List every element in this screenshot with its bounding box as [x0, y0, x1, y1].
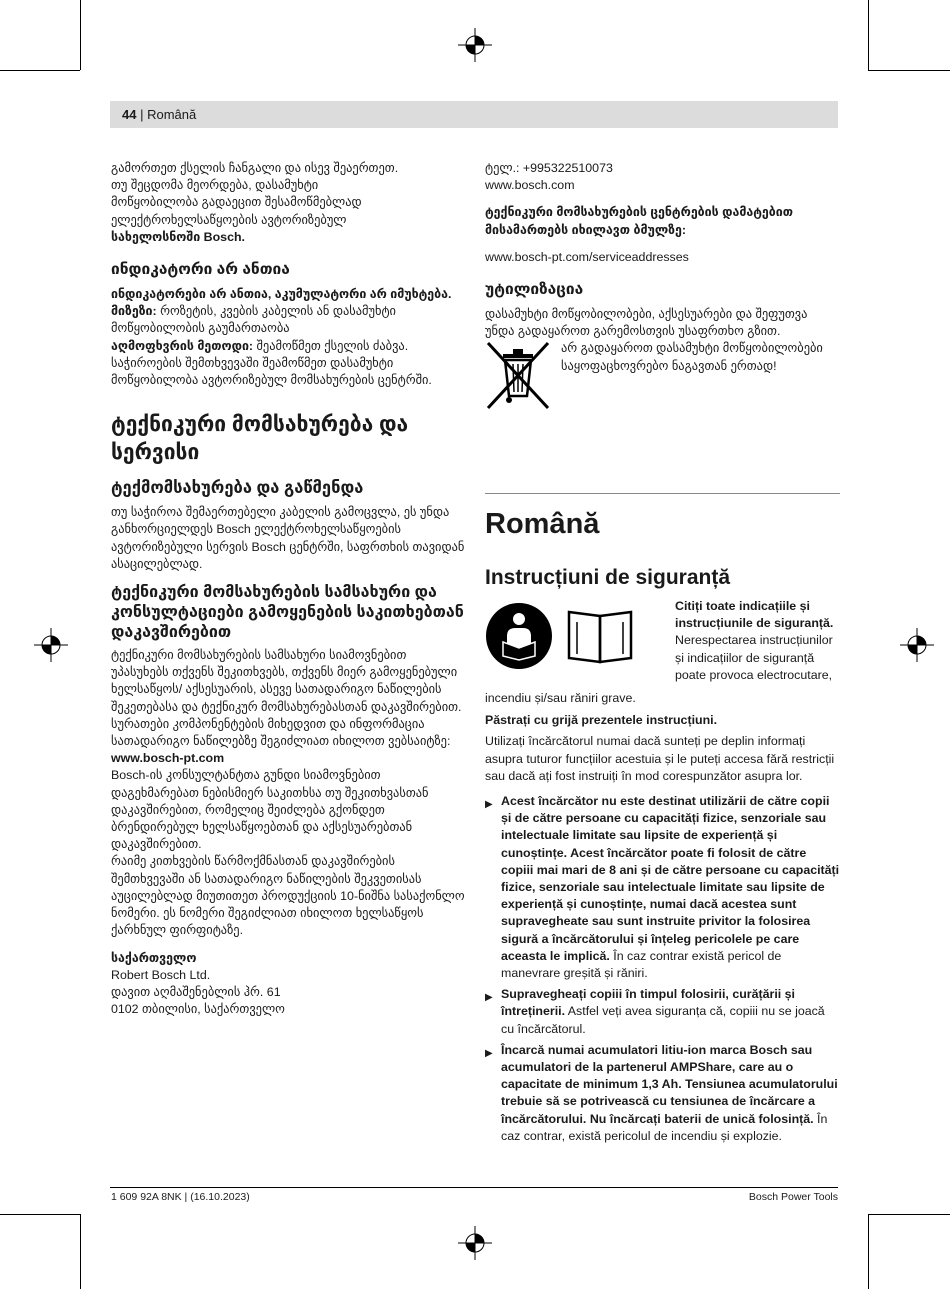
footer-rule — [110, 1187, 838, 1188]
read-manual-icon — [485, 602, 553, 670]
registration-mark-icon — [34, 628, 68, 662]
country-heading: საქართველო — [111, 950, 197, 965]
registration-mark-icon — [900, 628, 934, 662]
language-title: Română — [485, 508, 600, 540]
language-divider — [485, 493, 840, 494]
service-heading: ტექნიკური მომსახურება და სერვისი — [111, 413, 409, 465]
pictogram-warning: Nerespectarea instrucțiunilor și indicațiilor de siguranță poate provoca electrocutare, — [675, 633, 833, 682]
remedy-paragraph — [111, 338, 466, 390]
intro-line: სახელოსნოში Bosch. — [111, 229, 245, 244]
safety-instructions-body — [485, 598, 840, 1145]
intro-line: ელექტროხელსაწყოების ავტორიზებულ — [111, 212, 347, 227]
crop-mark — [868, 70, 950, 71]
right-column — [485, 160, 840, 418]
keep-instructions: Păstrați cu grijă prezentele instrucțiuni. — [485, 713, 718, 728]
bullet-triangle-icon: ▶ — [485, 992, 493, 1004]
reason-text: როზეტის, კვების კაბელის ან დასამუხტი მოწყობილობის გაუმართაობა — [111, 304, 396, 336]
safety-instructions-title: Instrucțiuni de siguranță — [485, 566, 731, 589]
address-line: დავით აღმაშენებლის ჰრ. 61 — [111, 984, 281, 999]
read-all-instructions: Citiți toate indicațiile și instrucțiunile de siguranță. — [675, 599, 834, 631]
safety-bullet — [485, 793, 840, 982]
crop-mark — [868, 0, 869, 70]
disposal-warning-block — [485, 340, 840, 418]
consult-text-2: Bosch-ის კონსულტანტთა გუნდი სიამოვნებით დაგეხმარებათ ნებისმიერ საკითხსა თუ შეკითხვასთან დაკავშირებით, რომელიც შეიძლება გქონდეთ ბრენდირებულ ხელსაწყოებთან და აქსესუარებთან დაკავშირებით. — [111, 768, 429, 852]
crop-mark — [0, 1214, 80, 1215]
crop-mark — [868, 1214, 950, 1215]
crossed-bin-icon — [485, 340, 551, 414]
registration-mark-icon — [458, 1226, 492, 1260]
web-link[interactable]: www.bosch.com — [485, 178, 575, 193]
bullet-triangle-icon: ▶ — [485, 1047, 493, 1059]
bullet-text: În caz contrar există pericol de manevrare greșită și răniri. — [501, 948, 782, 981]
crop-mark — [80, 1214, 81, 1289]
remedy-label: აღმოფხვრის მეთოდი: — [111, 338, 254, 353]
usage-text: Utilizați încărcătorul numai dacă sunteți pe deplin informați asupra tuturor funcțiilor acestuia și le puteți accesa fără restricții sau dacă ați fost instruiți în mod corespunzător asupra lor. — [485, 734, 835, 783]
remedy-text: შეამოწმეთ ქსელის ძაბვა. საჭიროების შემთხვევაში შეამოწმეთ დასამუხტი მოწყობილობა ავტორიზებულ მომსახურების ცენტრში. — [111, 338, 432, 388]
consult-heading: ტექნიკური მომსახურების სამსახური და კონსულტაციები გამოყენების საკითხებთან დაკავშირებით — [111, 584, 464, 642]
disposal-warning: არ გადაყაროთ დასამუხტი მოწყობილობები საყოფაცხოვრებო ნაგავთან ერთად! — [561, 341, 823, 373]
left-column — [111, 160, 466, 1018]
safety-bullet — [485, 1042, 840, 1145]
pictogram-warning-cont: incendiu și/sau răniri grave. — [485, 691, 636, 705]
bullet-bold: Acest încărcător nu este destinat utilizării de către copii și de către persoane cu capacități fizice, senzoriale sau intelectuale limitate sau lipsite de experiență și cunoștințe. Acest încărcător poate fi folosit de către copiii mai mari de 8 ani și de către persoane cu capacități fizice, senzoriale sau intelectuale limitate sau lipsite de experiență și cunoștințe, numai dacă acestea sunt supravegheate sau sunt instruite privitor la folosirea sigură a încărcătorului și înțeleg pericolele pe care aceasta le implică. — [501, 794, 840, 963]
bullet-text: În caz contrar, există pericolul de incendiu și explozie. — [501, 1111, 828, 1143]
bullet-bold: Încarcă numai acumulatori litiu-ion marca Bosch sau acumulatori de la partenerul AMPShare, care au o capacitate de minimum 1,3 Ah. Tensiunea acumulatorului trebuie să se potrivească cu tensiunea de încărcare a încărcătorului. Nu încărcați baterii de unică folosință. — [501, 1042, 838, 1126]
crop-mark — [80, 0, 81, 70]
intro-line: მოწყობილობა გადაეცით შესამოწმებლად — [111, 195, 362, 210]
footer-doc-number: 1 609 92A 8NK | (16.10.2023) — [111, 1191, 250, 1203]
bullet-bold: Supravegheați copiii în timpul folosirii, curățării și întreținerii. — [501, 987, 795, 1019]
header-separator: | — [140, 107, 144, 122]
indicator-statement: ინდიკატორები არ ანთია, აკუმულატორი არ იმუხტება. — [111, 287, 452, 302]
disposal-heading: უტილიზაცია — [485, 281, 584, 299]
intro-line: თუ შეცდომა მეორდება, დასამუხტი — [111, 178, 319, 193]
bullet-triangle-icon: ▶ — [485, 799, 493, 811]
maintenance-text: თუ საჭიროა შემაერთებელი კაბელის გამოცვლა, ეს უნდა განხორციელდეს Bosch ელექტროხელსაწყოების ავტორიზებული სერვის Bosch ცენტრში, საფრთხის თავიდან ასაცილებლად. — [111, 505, 465, 571]
address-line: 0102 თბილისი, საქართველო — [111, 1002, 285, 1017]
page-number: 44 — [122, 107, 137, 122]
service-centers-link[interactable]: www.bosch-pt.com/serviceaddresses — [485, 249, 689, 264]
reason-label: მიზეზი: — [111, 304, 157, 319]
footer-brand: Bosch Power Tools — [748, 1191, 838, 1203]
consult-url-link[interactable]: www.bosch-pt.com — [111, 751, 225, 766]
crop-mark — [0, 70, 80, 71]
maintenance-heading: ტექმომსახურება და გაწმენდა — [111, 479, 364, 498]
consult-text: ტექნიკური მომსახურების სამსახური სიამოვნებით უპასუხებს თქვენს შეკითხვებს, თქვენს მიერ გამოყენებული ხელსაწყოს/ აქსესუარის, ასევე სათადარიგო ნაწილების შეკეთებასა და ტექნიკურ მომსახურებასთან დაკავშირებით. სურათები კომპონენტების მიხედვით და ინფორმაცია სათადარიგო ნაწილებზე შეგიძლიათ იხილოთ ვებსაიტზე: — [111, 648, 462, 749]
pictogram-caption — [675, 598, 841, 684]
phone: ტელ.: +995322510073 — [485, 161, 613, 175]
safety-bullet — [485, 986, 840, 1038]
address-line: Robert Bosch Ltd. — [111, 967, 211, 982]
bullet-text: Astfel veți avea siguranța că, copiii nu se joacă cu încărcătorul. — [501, 1004, 825, 1036]
pictogram-row — [485, 598, 840, 690]
intro-line: გამორთეთ ქსელის ჩანგალი და ისევ შეაერთეთ. — [111, 161, 399, 175]
reason-paragraph — [111, 303, 466, 337]
manual-book-icon — [565, 606, 635, 666]
registration-mark-icon — [458, 28, 492, 62]
disposal-text: დასამუხტი მოწყობილობები, აქსესუარები და შეფუთვა უნდა გადაყაროთ გარემოსთვის უსაფრთხო გზით. — [485, 307, 808, 339]
consult-text-3: რაიმე კითხვების წარმოქმნასთან დაკავშირების შემთხვევაში ან სათადარიგო ნაწილების შეკვეთისას აუცილებლად მიუთითეთ პროდუქციის 10-ნიშნა სასაქონლო ნომერი. ეს ნომერი შეგიძლიათ იხილოთ ხელსაწყოს ქარხნულ ფირფიტაზე. — [111, 854, 465, 938]
header-language: Română — [147, 107, 197, 122]
indicator-heading: ინდიკატორი არ ანთია — [111, 261, 290, 279]
service-centers-heading: ტექნიკური მომსახურების ცენტრების დამატებით მისამართებს იხილავთ ბმულზე: — [485, 205, 794, 237]
page-header — [110, 101, 838, 128]
crop-mark — [868, 1214, 869, 1289]
